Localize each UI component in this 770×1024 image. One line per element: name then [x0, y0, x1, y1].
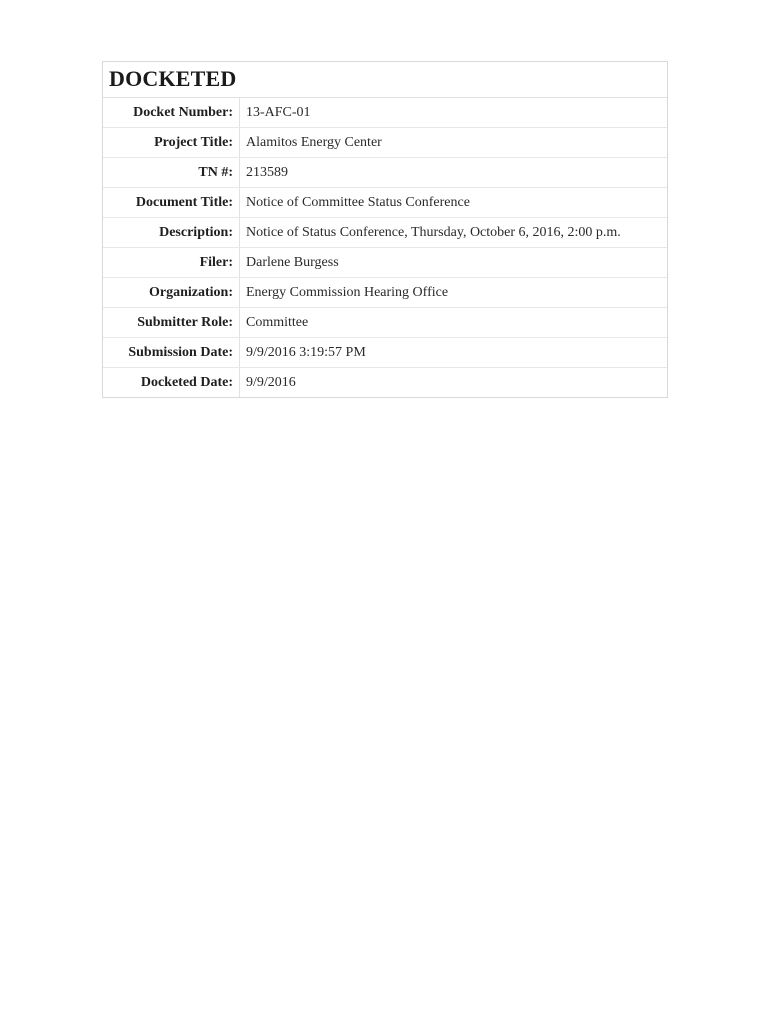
field-label: Document Title: [103, 188, 240, 218]
field-label: Project Title: [103, 128, 240, 158]
field-row-description [103, 218, 667, 248]
field-row-organization [103, 278, 667, 308]
field-label: TN #: [103, 158, 240, 188]
field-value: Energy Commission Hearing Office [240, 278, 668, 308]
field-label: Submission Date: [103, 338, 240, 368]
field-row-docket-number [103, 98, 667, 128]
field-row-docketed-date [103, 368, 667, 398]
field-label: Description: [103, 218, 240, 248]
field-value: 9/9/2016 [246, 374, 296, 390]
field-label: Organization: [103, 278, 240, 308]
field-value: Notice of Status Conference, Thursday, October 6, 2016, 2:00 p.m. [240, 218, 668, 248]
field-value: Alamitos Energy Center [240, 128, 668, 158]
field-row-document-title [103, 188, 667, 218]
field-value: Notice of Committee Status Conference [240, 188, 668, 218]
docket-heading: DOCKETED [103, 62, 667, 98]
field-label: Filer: [103, 248, 240, 278]
docket-info-box [102, 61, 668, 398]
field-row-filer [103, 248, 667, 278]
field-row-tn [103, 158, 667, 188]
field-label: Docket Number: [103, 98, 240, 128]
field-value: 13-AFC-01 [240, 98, 668, 128]
field-row-submitter-role [103, 308, 667, 338]
field-value: Darlene Burgess [240, 248, 668, 278]
field-value: Committee [240, 308, 668, 338]
docket-fields-table [103, 98, 667, 397]
field-value: 213589 [240, 158, 668, 188]
field-value: 9/9/2016 3:19:57 PM [240, 338, 668, 368]
field-label: Docketed Date: [103, 368, 240, 398]
field-label: Submitter Role: [103, 308, 240, 338]
field-row-submission-date [103, 338, 667, 368]
field-row-project-title [103, 128, 667, 158]
